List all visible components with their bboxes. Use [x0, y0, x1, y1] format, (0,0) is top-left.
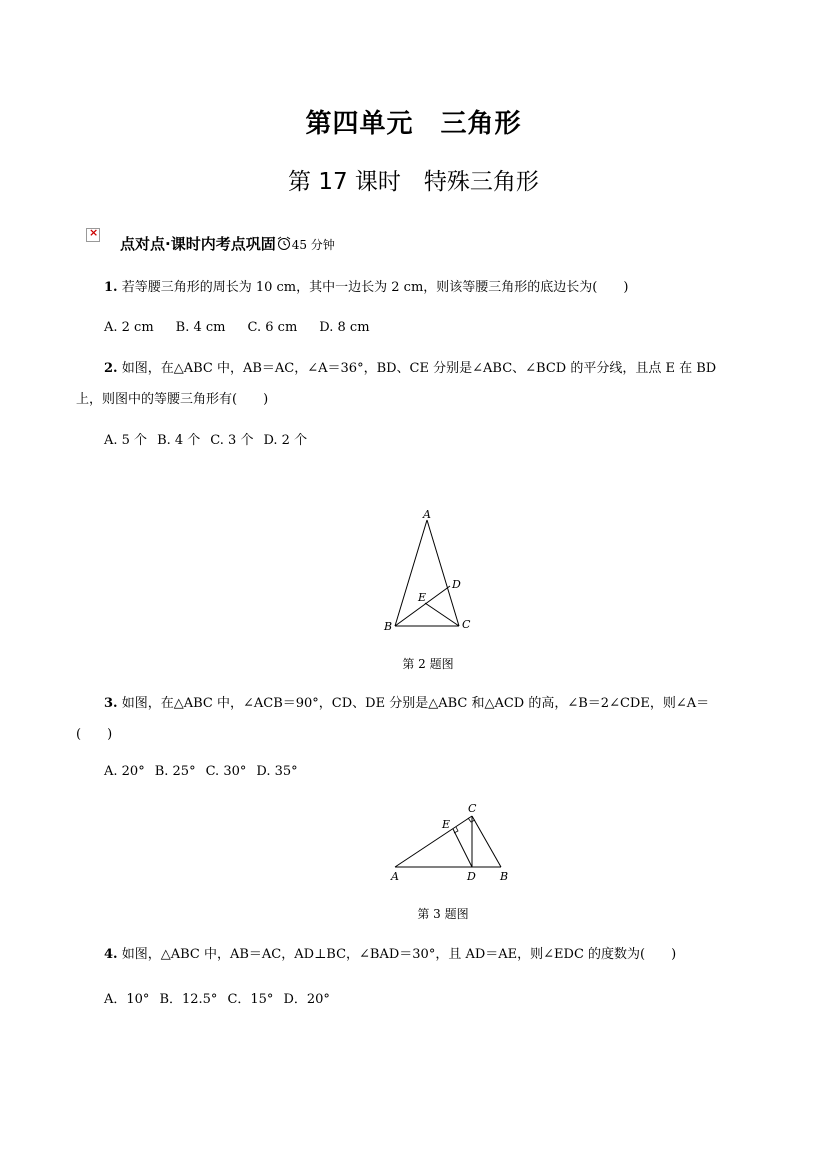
section-heading	[120, 233, 335, 255]
question-text-line2: ( )	[76, 727, 113, 742]
option-a[interactable]: A. 2 cm	[104, 320, 154, 335]
option-b[interactable]: B．12.5°	[159, 992, 218, 1007]
section-heading-text: 点对点·课时内考点巩固	[120, 235, 276, 253]
option-b[interactable]: B. 4 个	[157, 433, 201, 448]
question-text-line1: 如图，在△ABC 中，AB＝AC，∠A＝36°，BD、CE 分别是∠ABC、∠BCD 的平分线，且点 E 在 BD	[121, 361, 717, 376]
figure-caption-3: 第 3 题图	[417, 907, 469, 921]
option-a[interactable]: A. 5 个	[104, 433, 148, 448]
label-b: B	[384, 620, 393, 633]
figure-question-3	[383, 800, 523, 885]
option-d[interactable]: D. 2 个	[263, 433, 308, 448]
option-a[interactable]: A. 20°	[104, 764, 145, 779]
question-1	[104, 278, 754, 298]
question-4	[104, 945, 754, 965]
line-ac	[395, 816, 472, 867]
question-2-options	[104, 429, 317, 448]
label-c: C	[468, 802, 477, 815]
line-ab	[395, 520, 427, 626]
option-c[interactable]: C. 3 个	[210, 433, 254, 448]
question-text-line2: 上，则图中的等腰三角形有( )	[76, 392, 269, 407]
question-text: 若等腰三角形的周长为 10 cm，其中一边长为 2 cm，则该等腰三角形的底边长为( )	[121, 280, 629, 295]
option-b[interactable]: B. 25°	[154, 764, 196, 779]
question-2	[104, 359, 754, 379]
option-c[interactable]: C. 6 cm	[247, 320, 298, 335]
label-d: D	[467, 870, 476, 883]
question-3-options	[104, 764, 308, 779]
figure-caption-2: 第 2 题图	[402, 657, 454, 671]
label-e: E	[418, 591, 427, 604]
question-text: 如图，△ABC 中，AB＝AC，AD⊥BC，∠BAD＝30°，且 AD＝AE，则∠EDC 的度数为( )	[121, 947, 677, 962]
alarm-clock-icon	[276, 235, 292, 255]
unit-title: 第四单元 三角形	[305, 109, 522, 139]
question-1-options	[104, 320, 392, 335]
label-d: D	[452, 578, 461, 591]
option-d[interactable]: D. 8 cm	[319, 320, 370, 335]
option-d[interactable]: D．20°	[283, 992, 330, 1007]
option-c[interactable]: C. 30°	[205, 764, 247, 779]
line-ac	[427, 520, 459, 626]
question-3	[104, 694, 754, 714]
label-a: A	[423, 508, 431, 521]
question-number: 4.	[104, 947, 118, 962]
question-text-line1: 如图，在△ABC 中，∠ACB＝90°，CD、DE 分别是△ABC 和△ACD 的高，∠B＝2∠CDE，则∠A＝	[121, 696, 710, 711]
label-c: C	[462, 618, 471, 631]
label-e: E	[442, 818, 451, 831]
line-de	[453, 829, 472, 867]
option-c[interactable]: C．15°	[227, 992, 274, 1007]
question-number: 1.	[104, 280, 118, 295]
section-time: 45 分钟	[291, 238, 335, 252]
figure-question-2	[375, 503, 485, 638]
option-b[interactable]: B. 4 cm	[175, 320, 226, 335]
option-a[interactable]: A．10°	[104, 992, 150, 1007]
line-ce	[425, 603, 459, 626]
option-d[interactable]: D. 35°	[256, 764, 298, 779]
question-number: 2.	[104, 361, 118, 376]
x-icon: ×	[86, 228, 100, 242]
label-b: B	[500, 870, 509, 883]
lesson-title: 第 17 课时 特殊三角形	[288, 169, 539, 195]
label-a: A	[391, 870, 399, 883]
line-bc	[472, 816, 501, 867]
question-number: 3.	[104, 696, 118, 711]
question-4-options	[104, 988, 340, 1007]
